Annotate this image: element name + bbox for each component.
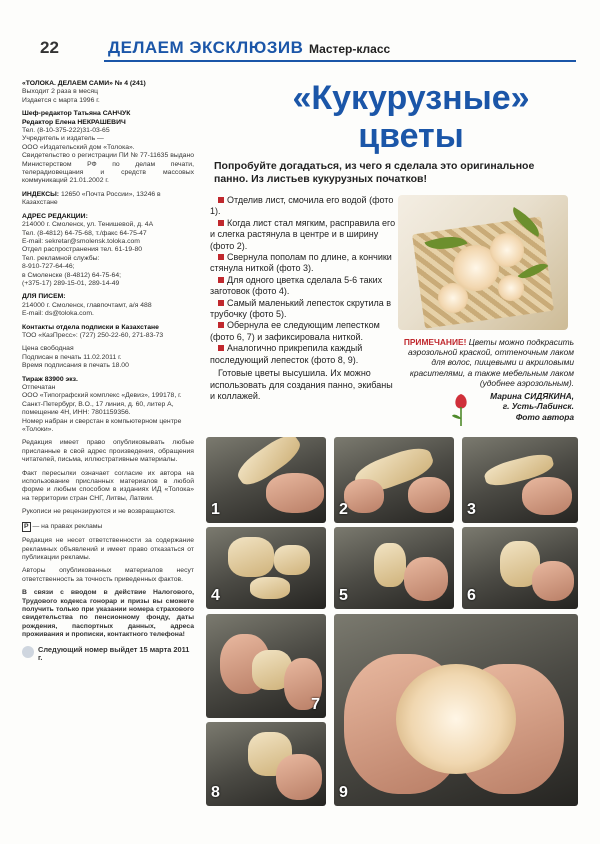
letters-email[interactable]: E-mail: ds@toloka.com. xyxy=(22,310,94,318)
consent-note: Факт пересылки означает согласие их автора на использование присланных материалов в любой форме и любым способом в изданиях ИД «Толока» на территории стран СНГ, Литвы, Латвии. xyxy=(22,469,194,502)
step-item xyxy=(210,252,398,275)
husk-shape xyxy=(274,545,310,575)
bullet-icon xyxy=(218,322,224,328)
steps-list xyxy=(210,195,398,402)
printer: ООО «Типографский комплекс «Девиз», 199178, г. Санкт-Петербург, В.О., 17 линия, д. 60, литер А, помещение 4Н, ИНН: 7801159356. xyxy=(22,392,182,417)
hand-shape xyxy=(408,477,450,513)
photo-number: 4 xyxy=(211,587,220,604)
next-issue xyxy=(22,646,194,663)
article-lead: Попробуйте догадаться, из чего я сделала это оригинальное панно. Из листьев кукурузных початков! xyxy=(214,160,535,185)
step-photo-3 xyxy=(462,437,578,523)
colophon xyxy=(22,80,194,663)
magazine-name: «ТОЛОКА. ДЕЛАЕМ САМИ» № 4 (241) xyxy=(22,80,146,87)
authors-responsibility: Авторы опубликованных материалов несут ответственность за точность приведенных фактов. xyxy=(22,567,194,583)
flower-shape xyxy=(396,664,516,774)
step-photo-7 xyxy=(206,614,326,718)
founder: ООО «Издательский дом «Толока». xyxy=(22,143,135,151)
kz-company: ТОО «КазПресс»: (727) 250-22-60, 271-83-73 xyxy=(22,331,164,339)
photo-number: 5 xyxy=(339,587,348,604)
page-number: 22 xyxy=(40,38,59,57)
step-photo-9 xyxy=(334,614,578,806)
letters-address: 214000 г. Смоленск, главпочтамт, а/я 488 xyxy=(22,301,152,309)
typeset: Номер набран и сверстан в компьютерном центре «Толоки». xyxy=(22,417,182,434)
step-text: Когда лист стал мягким, расправила его и слегка растянула в центре и в ширину (фото 2). xyxy=(210,217,396,251)
step-text: Самый маленький лепесток скрутила в трубочку (фото 5). xyxy=(210,297,392,320)
hand-shape xyxy=(404,557,448,601)
distribution: Отдел распространения тел. 61-19-80 xyxy=(22,246,143,254)
tax-note: В связи с вводом в действие Налогового, Трудового кодекса гонорар и призы вы сможете получить только при указании номера страхового свидетельства по пенсионному фонду, даты рождения, паспортных данных, адреса проживания и прописки, контактного телефона! xyxy=(22,589,194,639)
ads-title: Тел. рекламной службы: xyxy=(22,254,100,262)
step-photo-1 xyxy=(206,437,326,523)
signed-date: Подписан в печать 11.02.2011 г. xyxy=(22,353,122,361)
address: 214000 г. Смоленск, ул. Тенишевой, д. 4А xyxy=(22,221,154,229)
step-item xyxy=(210,195,398,218)
article-title-line2: цветы xyxy=(358,117,464,155)
bullet-icon xyxy=(218,197,224,203)
page-header xyxy=(0,30,600,66)
flower-shape xyxy=(438,283,468,313)
certificate: Свидетельство о регистрации ПИ № 77-11635 выдано Министерством РФ по делам печати, телерадиовещания и средств массовых коммуникаций 21.01.2002 г. xyxy=(22,152,194,185)
editor-phone: Тел. (8-10-375-222)31-03-65 xyxy=(22,127,110,135)
rubric-label: Мастер-класс xyxy=(309,42,391,56)
bullet-icon xyxy=(218,220,224,226)
header-rule xyxy=(104,60,576,62)
husk-shape xyxy=(228,537,274,577)
printed-label: Отпечатан xyxy=(22,384,56,391)
indexes-label: ИНДЕКСЫ: xyxy=(22,190,60,198)
chief-editor: Шеф-редактор Татьяна САНЧУК xyxy=(22,110,131,118)
clock-icon xyxy=(22,646,34,658)
author-city: г. Усть-Лабинск. xyxy=(502,401,574,412)
photo-credit: Фото автора xyxy=(515,411,574,422)
frequency: Выходит 2 раза в месяц xyxy=(22,88,98,96)
photo-number: 3 xyxy=(467,501,476,518)
step-text: Отделив лист, смочила его водой (фото 1). xyxy=(210,195,394,217)
letters-label: ДЛЯ ПИСЕМ: xyxy=(22,293,66,301)
signed-time: Время подписания в печать 18.00 xyxy=(22,362,129,370)
step-item xyxy=(210,275,398,298)
step-text: Обернула ее следующим лепестком (фото 6, 7) и зафиксировала ниткой. xyxy=(210,320,380,342)
hand-shape xyxy=(522,477,572,515)
step-photo-6 xyxy=(462,527,578,609)
photo-number: 1 xyxy=(211,501,220,518)
print-run: Тираж 83900 экз. xyxy=(22,375,78,383)
step-photo-2 xyxy=(334,437,454,523)
ad-mark-text: — на правах рекламы xyxy=(32,522,103,530)
kz-subscription-title: Контакты отдела подписки в Казахстане xyxy=(22,323,159,331)
step-photo-5 xyxy=(334,527,454,609)
editor: Редактор Елена НЕКРАШЕВИЧ xyxy=(22,118,126,126)
price: Цена свободная xyxy=(22,345,74,353)
indexes: 12650 «Почта России», 13246 в Казахстане xyxy=(22,190,161,207)
photo-number: 2 xyxy=(339,501,348,518)
address-label: АДРЕС РЕДАКЦИИ: xyxy=(22,212,88,220)
step-item xyxy=(210,218,398,252)
panel-photo xyxy=(398,195,568,330)
photo-number: 9 xyxy=(339,784,348,801)
step-item xyxy=(210,343,398,366)
phones: Тел. (8-4812) 64-75-68, т./факс 64-75-47 xyxy=(22,229,147,237)
step-text: Свернула пополам по длине, а кончики стянула ниткой (фото 3). xyxy=(210,252,392,274)
photo-number: 8 xyxy=(211,784,220,801)
ads-phone: в Смоленске (8-4812) 64-75-64; xyxy=(22,271,122,279)
author-name: Марина СИДЯКИНА, xyxy=(490,391,574,401)
husk-shape xyxy=(374,543,406,587)
hand-shape xyxy=(276,754,322,800)
bullet-icon xyxy=(218,254,224,260)
hand-shape xyxy=(532,561,574,601)
manuscripts-note: Рукописи не рецензируются и не возвращаются. xyxy=(22,508,176,516)
next-issue-text: Следующий номер выйдет 15 марта 2011 г. xyxy=(38,644,190,663)
note-box xyxy=(394,337,574,388)
published-since: Издается с марта 1996 г. xyxy=(22,96,100,104)
ads-phone: (+375-17) 289-15-01, 289-14-49 xyxy=(22,279,120,287)
step-photo-8 xyxy=(206,722,326,806)
step-item xyxy=(210,298,398,321)
note-text: Цветы можно подкрасить аэрозольной краской, оттеночным лаком для волос, пищевыми и акриловыми красителями, а также мебельным лаком (удобнее аэрозольным). xyxy=(407,337,574,388)
article-title-line1: «Кукурузные» xyxy=(292,79,530,117)
flower-shape xyxy=(498,275,524,301)
author-block xyxy=(440,391,574,422)
husk-shape xyxy=(250,577,290,599)
step-photo-4 xyxy=(206,527,326,609)
hand-shape xyxy=(344,479,384,513)
ad-mark-icon: Р xyxy=(22,522,31,532)
photo-number: 6 xyxy=(467,587,476,604)
ads-phone: 8-910-727-64-46; xyxy=(22,263,75,271)
step-text: Для одного цветка сделала 5-6 таких заготовок (фото 4). xyxy=(210,274,383,297)
section-brand: ДЕЛАЕМ ЭКСКЛЮЗИВ xyxy=(108,38,304,57)
rights-note: Редакция имеет право опубликовывать любые присланные в свой адрес произведения, обращения читателей, письма, иллюстративные материалы. xyxy=(22,439,194,464)
flower-shape xyxy=(490,233,524,267)
step-item xyxy=(210,320,398,343)
note-label: ПРИМЕЧАНИЕ! xyxy=(403,337,467,347)
founder-title: Учредитель и издатель — xyxy=(22,135,104,143)
email[interactable]: E-mail: sekretar@smolensk.toloka.com xyxy=(22,237,140,245)
ad-responsibility: Редакция не несет ответственности за содержание рекламных объявлений и имеет право отказаться от публикации рекламы. xyxy=(22,537,194,561)
hand-shape xyxy=(266,473,324,513)
bullet-icon xyxy=(218,345,224,351)
photo-number: 7 xyxy=(311,696,320,713)
final-text: Готовые цветы высушила. Их можно использовать для создания панно, экибаны и коллажей. xyxy=(210,368,393,401)
step-text: Аналогично прикрепила каждый последующий лепесток (фото 8, 9). xyxy=(210,343,363,365)
bullet-icon xyxy=(218,277,224,283)
bullet-icon xyxy=(218,300,224,306)
